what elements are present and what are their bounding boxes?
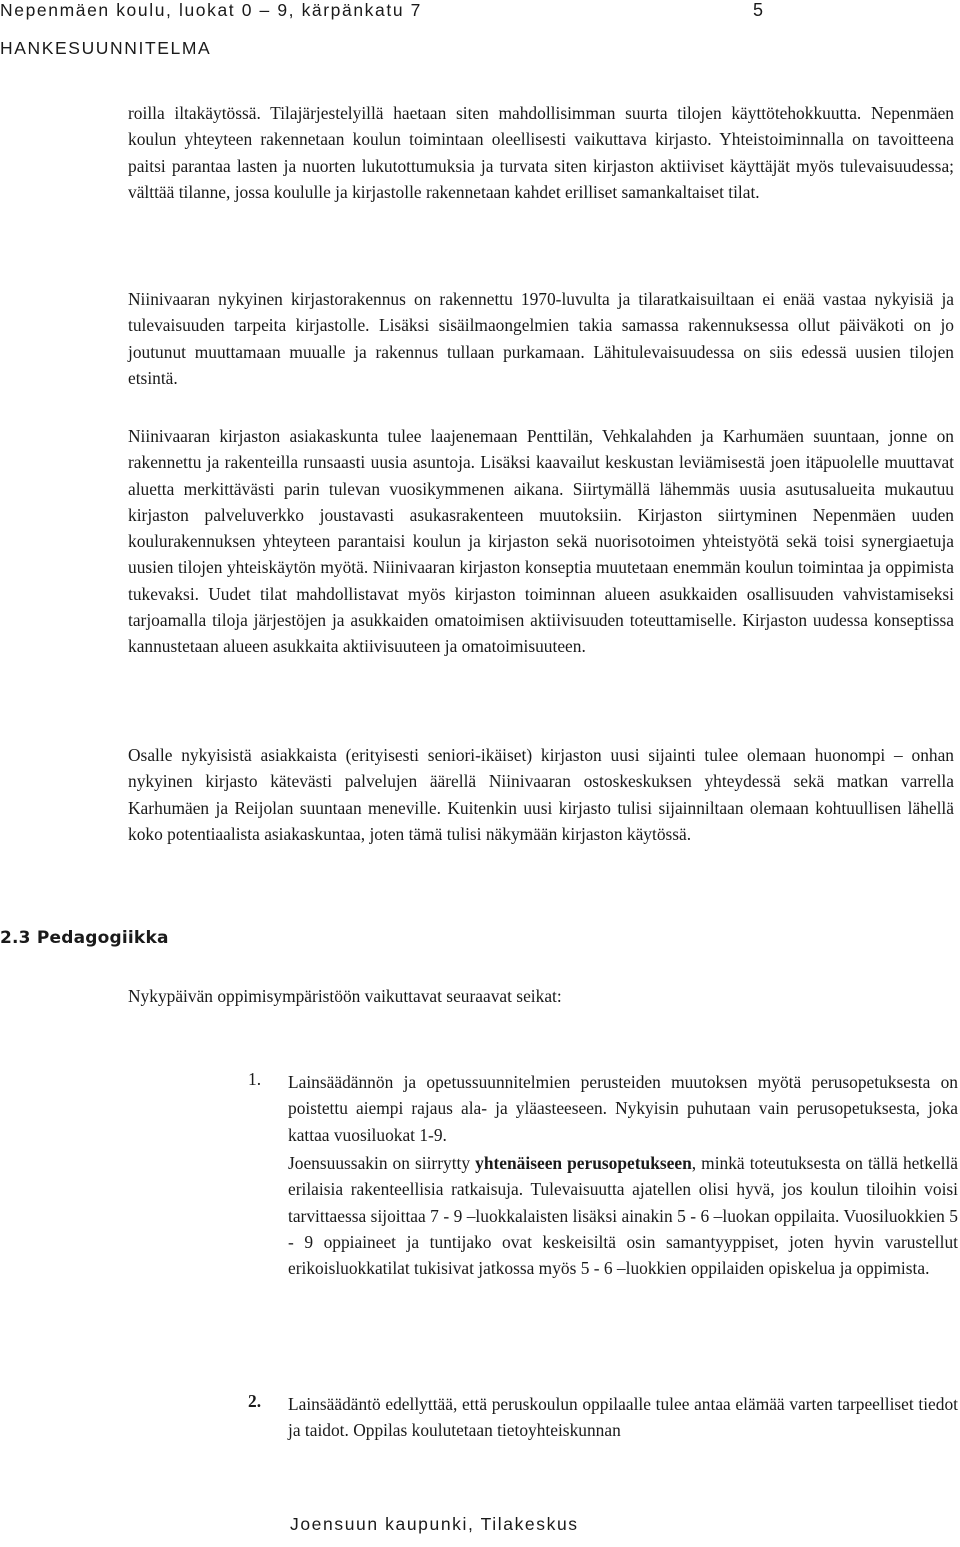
document-type-header: HANKESUUNNITELMA	[0, 38, 212, 58]
paragraph-1: roilla iltakäytössä. Tilajärjestelyillä haetaan siten mahdollisimman suurta tilojen käyttötehokkuutta. Nepenmäen koulun yhteyteen rakennetaan koulun toimintaan oleellisesti vaikuttava kirjasto. Yhteistoiminnalla on tavoitteena paitsi parantaa lasten ja nuorten lukutottumuksia ja turvata siten kirjaston aktiiviset käyttäjät myös tulevaisuudessa; välttää tilanne, jossa koululle ja kirjastolle rakennetaan kahdet erilliset samankaltaiset tilat.	[128, 103, 954, 202]
list-item-1-paragraph-1: Lainsäädännön ja opetussuunnitelmien perusteiden muutoksen myötä perusopetuksesta on poistettu aiempi rajaus ala- ja yläasteeseen. Nykyisin puhutaan vain perusopetuksesta, joka kattaa vuosiluokat 1-9.	[288, 1072, 958, 1145]
paragraph-3: Niinivaaran kirjaston asiakaskunta tulee laajenemaan Penttilän, Vehkalahden ja Karhumäen suuntaan, jonne on rakennettu ja rakenteilla runsaasti uusia asuntoja. Lisäksi kaavailut keskustan leviämisestä joen itäpuolelle muuttavat aluetta merkittävästi parin tulevan vuosikymmenen aikana. Siirtymällä lähemmäs uusia asutusalueita mukautuu kirjaston palveluverkko joustavasti asukasrakenteen muutoksiin. Kirjaston siirtyminen Nepenmäen uuden koulurakennuksen yhteyteen parantaisi koulun ja kirjaston sekä nuorisotoimen yhteistyötä sekä toisi synergiaetuja uusien tilojen yhteiskäytön myötä. Niinivaaran kirjaston konseptia muutetaan enemmän koulun toimintaa ja oppimista tukevaksi. Uudet tilat mahdollistavat myös kirjaston toiminnan alueen asukkaiden osallisuuden vahvistamiseksi tarjoamalla tiloja järjestöjen ja asukkaiden omatoimisen aktiivisuuden toteuttamiselle. Kirjaston uudessa konseptissa kannustetaan alueen asukkaita aktiivisuuteen ja omatoimisuuteen.	[128, 426, 954, 657]
list-item-1-number: 1.	[248, 1069, 262, 1089]
list-item-1-text-before: Joensuussakin on siirrytty	[288, 1153, 476, 1173]
section-intro: Nykypäivän oppimisympäristöön vaikuttavat seuraavat seikat:	[128, 986, 562, 1006]
list-item-2-paragraph-1: Lainsäädäntö edellyttää, että peruskoulun oppilaalle tulee antaa elämää varten tarpeelliset tiedot ja taidot. Oppilas koulutetaan tietoyhteiskunnan	[288, 1394, 958, 1441]
paragraph-2: Niinivaaran nykyinen kirjastorakennus on rakennettu 1970-luvulta ja tilaratkaisuiltaan ei enää vastaa nykyisiä ja tulevaisuuden tarpeita kirjastolle. Lisäksi sisäilmaongelmien takia samassa rakennuksessa ollut päiväkoti on jo joutunut muuttamaan muualle ja rakennus tullaan purkamaan. Lähitulevaisuudessa on siis edessä uusien tilojen etsintä.	[128, 289, 954, 388]
list-item-1-text-after: , minkä toteutuksesta on tällä hetkellä erilaisia rakenteellisia ratkaisuja. Tulevaisuutta ajatellen olisi hyvä, jos koulun tiloihin voisi tarvittaessa sijoittaa 7 - 9 –luokkalaisten lisäksi ainakin 5 - 6 –luokan oppilaita. Vuosiluokkien 5 - 9 oppiaineet ja tuntijako ovat keskeisiltä osin samantyyppiset, joten hyvin varustellut erikoisluokkatilat tukisivat jatkossa myös 5 - 6 –luokkien oppilaiden opiskelua ja oppimista.	[288, 1153, 958, 1279]
list-item-2-number: 2.	[248, 1391, 262, 1411]
list-item-1-paragraph-2	[288, 1150, 958, 1281]
emphasis-yhtenainen-perusopetus: yhtenäiseen perusopetukseen	[475, 1153, 692, 1173]
page-number: 5	[753, 0, 764, 20]
section-heading: 2.3 Pedagogiikka	[0, 928, 169, 948]
paragraph-4: Osalle nykyisistä asiakkaista (erityisesti seniori-ikäiset) kirjaston uusi sijainti tulee olemaan huonompi – onhan nykyinen kirjasto kätevästi palvelujen äärellä Niinivaaran ostoskeskuksen yhteydessä sekä matkan varrella Karhumäen ja Reijolan suuntaan meneville. Kuitenkin uusi kirjasto tulisi sijainniltaan olemaan kohtuullisen lähellä koko potentiaalista asiakaskuntaa, joten tämä tulisi näkymään kirjaston käytössä.	[128, 745, 954, 844]
page-footer: Joensuun kaupunki, Tilakeskus	[290, 1514, 579, 1534]
running-header-title: Nepenmäen koulu, luokat 0 – 9, kärpänkatu 7	[0, 0, 422, 20]
